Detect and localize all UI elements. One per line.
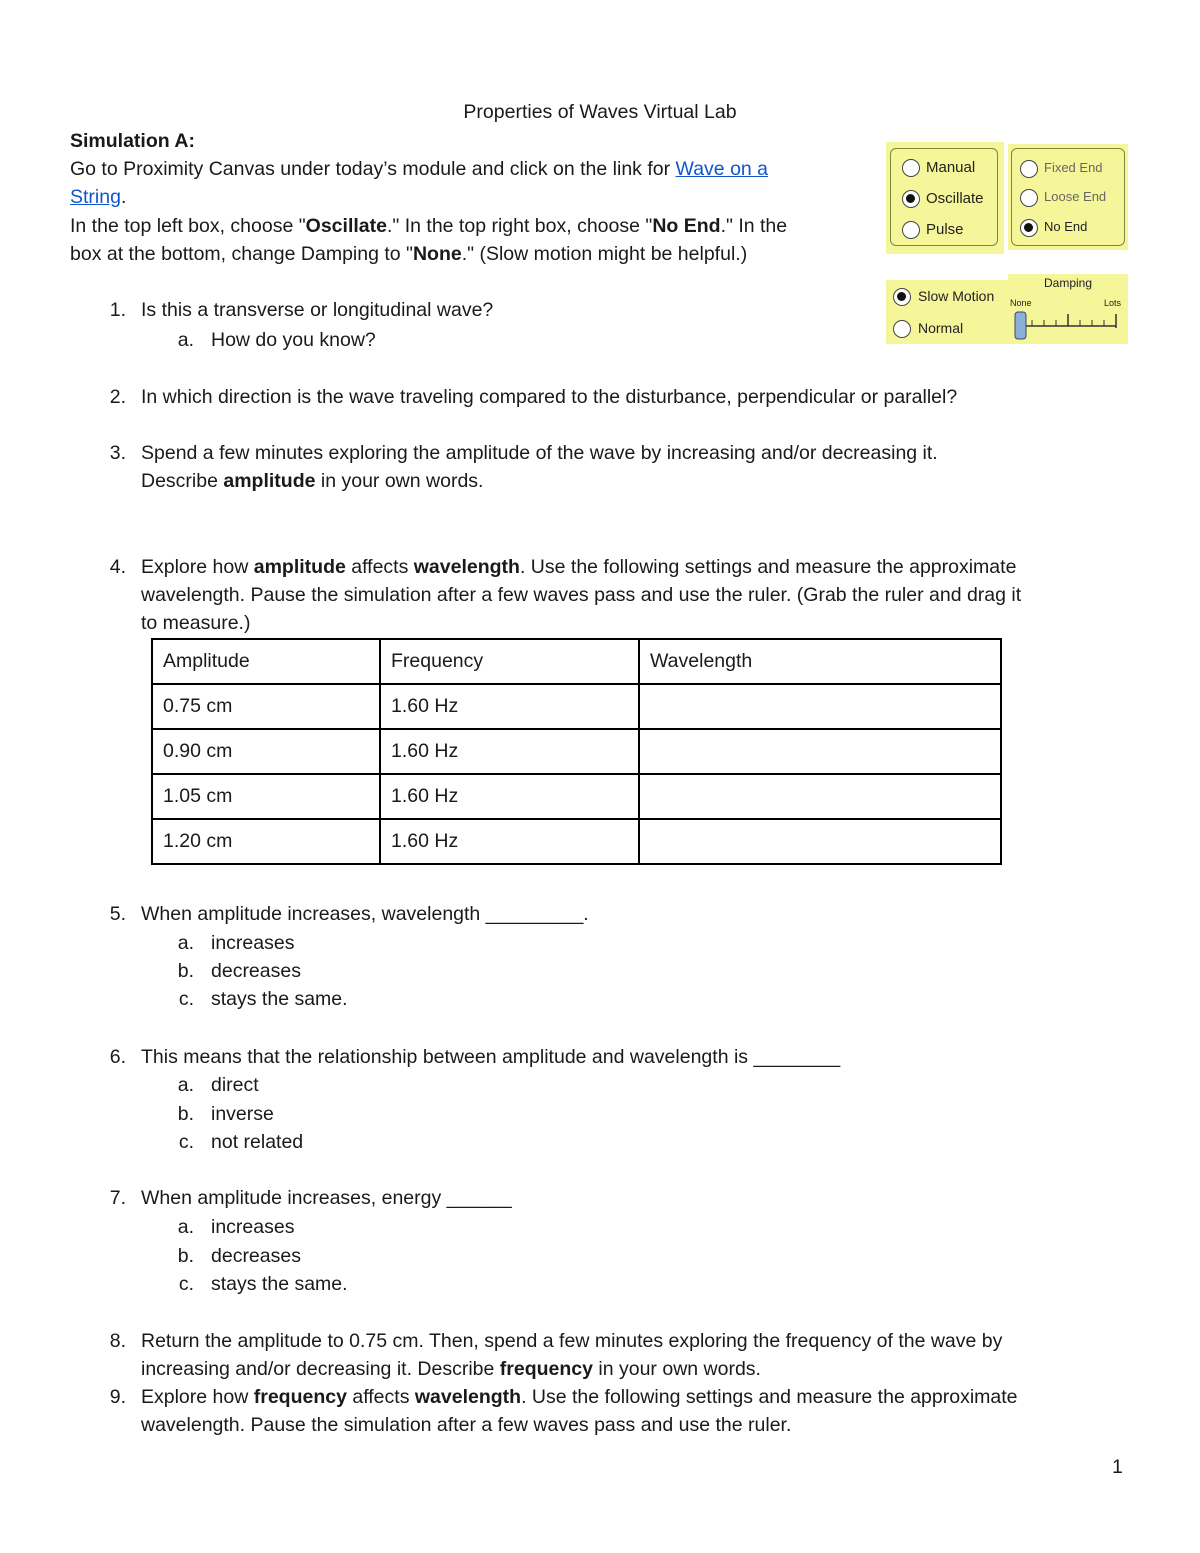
table-row: [152, 774, 1001, 819]
table-header-row: [152, 639, 1001, 684]
oscillate-radio[interactable]: [902, 190, 920, 208]
q6-c-label: c.: [178, 1131, 194, 1153]
q1-text: Is this a transverse or longitudinal wave?: [141, 299, 494, 321]
q8-number: 8.: [109, 1330, 126, 1352]
loose-end-label: Loose End: [1044, 189, 1107, 204]
no-end-label: No End: [1044, 219, 1088, 234]
q1-a-label: a.: [177, 329, 194, 351]
wave-on-a-string-link-cont[interactable]: String: [70, 186, 121, 208]
q7-text: When amplitude increases, energy ______: [141, 1187, 512, 1209]
q6-number: 6.: [109, 1046, 126, 1068]
q4-number: 4.: [109, 556, 126, 578]
header-frequency: Frequency: [380, 639, 639, 684]
amplitude-cell: 0.75 cm: [152, 684, 380, 729]
frequency-cell: 1.60 Hz: [380, 684, 639, 729]
speed-panel: [886, 280, 1010, 344]
normal-label: Normal: [918, 320, 964, 336]
q7-c-label: c.: [178, 1273, 194, 1295]
q7-b-label: b.: [177, 1245, 194, 1267]
damping-slider-handle: [1015, 312, 1026, 339]
sim-a-heading: Simulation A:: [70, 130, 195, 152]
intro-line-2: String.: [70, 186, 127, 208]
q4-line-2: wavelength. Pause the simulation after a few waves pass and use the ruler. (Grab the ruler and drag it: [141, 584, 1022, 606]
amplitude-cell: 1.20 cm: [152, 819, 380, 864]
q6-a-label: a.: [177, 1074, 194, 1096]
pulse-label: Pulse: [926, 221, 964, 238]
frequency-cell: 1.60 Hz: [380, 819, 639, 864]
q7-c-text: stays the same.: [211, 1273, 348, 1295]
frequency-cell: 1.60 Hz: [380, 774, 639, 819]
q4-line-3: to measure.): [141, 612, 251, 634]
slow-motion-radio[interactable]: [893, 288, 911, 306]
table-row: [152, 684, 1001, 729]
q7-b-text: decreases: [211, 1245, 301, 1267]
q5-c-text: stays the same.: [211, 988, 348, 1010]
slow-motion-label: Slow Motion: [918, 288, 995, 304]
intro-line-3: In the top left box, choose "Oscillate." In the top right box, choose "No End." In the: [70, 215, 788, 237]
amplitude-cell: 1.05 cm: [152, 774, 380, 819]
q9-line-1: Explore how frequency affects wavelength. Use the following settings and measure the approximate: [141, 1386, 1018, 1408]
q3-number: 3.: [109, 442, 126, 464]
q9-number: 9.: [109, 1386, 126, 1408]
q6-b-label: b.: [177, 1103, 194, 1125]
damping-panel: [1008, 274, 1128, 344]
q9-line-2: wavelength. Pause the simulation after a few waves pass and use the ruler.: [141, 1414, 792, 1436]
q5-text: When amplitude increases, wavelength _________.: [141, 903, 589, 925]
q1-number: 1.: [109, 299, 126, 321]
q7-a-label: a.: [177, 1216, 194, 1238]
wave-on-a-string-link[interactable]: Wave on a: [675, 158, 769, 180]
q8-line-2: increasing and/or decreasing it. Describe frequency in your own words.: [141, 1358, 761, 1380]
table-row: [152, 729, 1001, 774]
q5-b-label: b.: [177, 960, 194, 982]
q6-c-text: not related: [211, 1131, 304, 1153]
wavelength-cell[interactable]: [639, 819, 1001, 864]
frequency-cell: 1.60 Hz: [380, 729, 639, 774]
wavelength-cell[interactable]: [639, 729, 1001, 774]
q2-number: 2.: [109, 386, 126, 408]
oscillate-label: Oscillate: [926, 190, 984, 207]
no-end-radio[interactable]: [1020, 219, 1038, 237]
page-number: 1: [1112, 1456, 1123, 1478]
page-title: Properties of Waves Virtual Lab: [463, 101, 737, 123]
wavelength-cell[interactable]: [639, 774, 1001, 819]
pulse-radio[interactable]: [902, 221, 920, 239]
q1-a-text: How do you know?: [211, 329, 376, 351]
fixed-end-radio[interactable]: [1020, 160, 1038, 178]
header-amplitude: Amplitude: [152, 639, 380, 684]
damping-label: Damping: [1044, 276, 1093, 290]
end-panel: [1008, 144, 1128, 250]
wavelength-cell[interactable]: [639, 684, 1001, 729]
q5-c-label: c.: [178, 988, 194, 1010]
intro-line-1: Go to Proximity Canvas under today’s module and click on the link for Wave on a: [70, 158, 769, 180]
manual-radio[interactable]: [902, 159, 920, 177]
intro-line-4: box at the bottom, change Damping to "None." (Slow motion might be helpful.): [70, 243, 748, 265]
damping-min-label: None: [1010, 298, 1032, 308]
table-row: [152, 819, 1001, 864]
fixed-end-label: Fixed End: [1044, 160, 1103, 175]
q2-text: In which direction is the wave traveling compared to the disturbance, perpendicular or parallel?: [141, 386, 958, 408]
damping-slider[interactable]: [1008, 308, 1128, 344]
q5-a-label: a.: [177, 932, 194, 954]
damping-max-label: Lots: [1104, 298, 1122, 308]
q5-b-text: decreases: [211, 960, 301, 982]
q6-a-text: direct: [211, 1074, 259, 1096]
manual-label: Manual: [926, 159, 976, 176]
q6-b-text: inverse: [211, 1103, 274, 1125]
mode-panel: [886, 142, 1004, 254]
q7-number: 7.: [109, 1187, 126, 1209]
normal-radio[interactable]: [893, 320, 911, 338]
header-wavelength: Wavelength: [639, 639, 1001, 684]
q6-text: This means that the relationship between amplitude and wavelength is ________: [141, 1046, 841, 1068]
loose-end-radio[interactable]: [1020, 189, 1038, 207]
q5-a-text: increases: [211, 932, 295, 954]
q8-line-1: Return the amplitude to 0.75 cm. Then, spend a few minutes exploring the frequency of the wave by: [141, 1330, 1003, 1352]
q7-a-text: increases: [211, 1216, 295, 1238]
q3-line-2: Describe amplitude in your own words.: [141, 470, 484, 492]
q3-line-1: Spend a few minutes exploring the amplitude of the wave by increasing and/or decreasing it.: [141, 442, 938, 464]
amplitude-table: [151, 638, 1002, 865]
amplitude-cell: 0.90 cm: [152, 729, 380, 774]
q4-line-1: Explore how amplitude affects wavelength. Use the following settings and measure the approximate: [141, 556, 1017, 578]
q5-number: 5.: [109, 903, 126, 925]
